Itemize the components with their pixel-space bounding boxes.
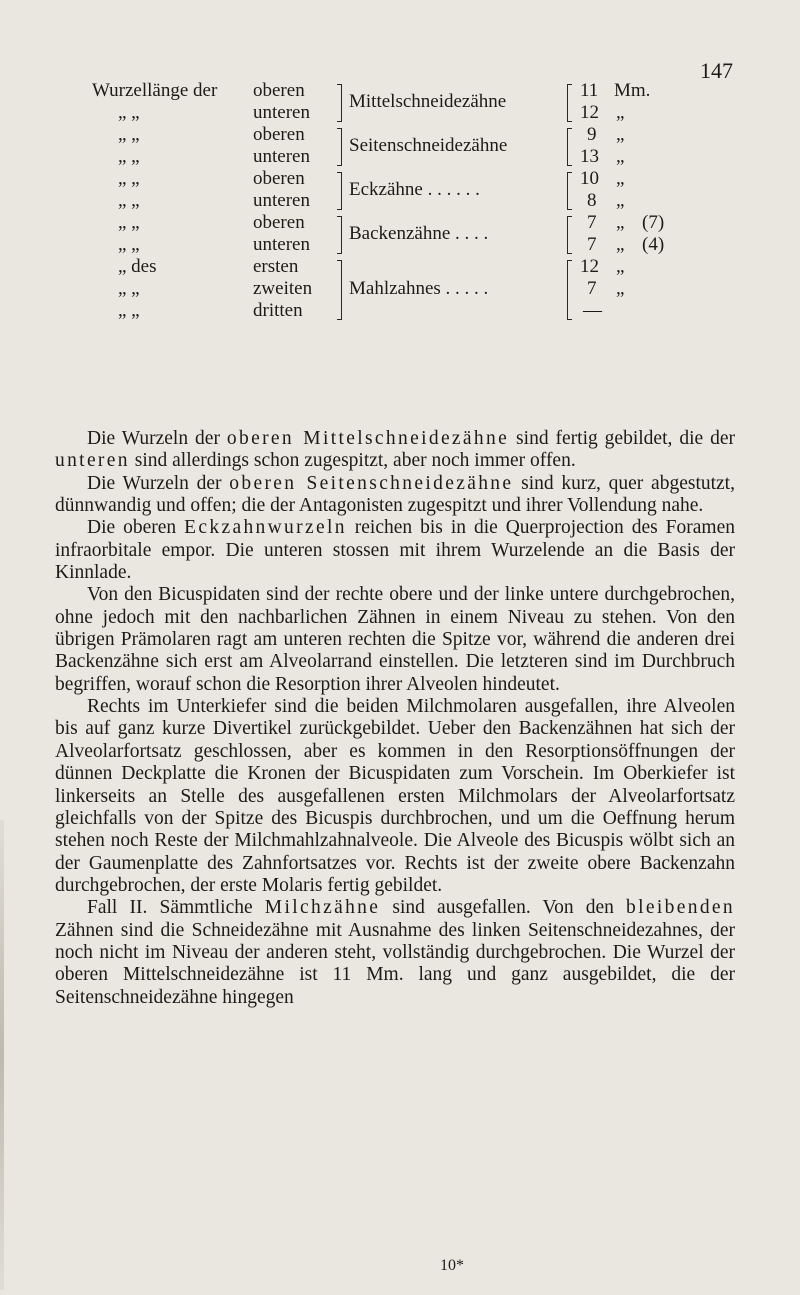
row-position: oberen <box>253 168 305 189</box>
row-lead: „ „ <box>118 212 140 233</box>
row-unit: „ <box>616 102 625 123</box>
text-run: Fall II. Sämmtliche <box>87 897 265 919</box>
row-position: unteren <box>253 234 310 255</box>
row-unit: „ <box>616 168 625 189</box>
row-lead: „ „ <box>118 124 140 145</box>
row-note: (7) <box>642 212 665 233</box>
row-lead: „ „ <box>118 234 140 255</box>
row-value: 9 <box>587 124 597 145</box>
row-unit: „ <box>616 256 625 277</box>
row-lead: „ des <box>118 256 157 277</box>
paragraph <box>55 473 735 518</box>
signature-mark: 10* <box>440 1257 464 1274</box>
row-unit: „ <box>616 146 625 167</box>
text-run: sind ausgefallen. Von den <box>380 897 627 919</box>
paragraph: Rechts im Unterkiefer sind die beiden Milchmolaren ausgefallen, ihre Alveolen bis auf ganz kurze Divertikel zurückgebildet. Ueber den Backenzähnen hat sich der Alveolarfortsatz geschlossen, aber es kommen in den Resorptionsöffnungen der dünnen Deckplatte die Kronen der Bicuspidaten zum Vorschein. Im Oberkiefer ist linkerseits an Stelle des ausgefallenen ersten Milchmolars der Alveolarfortsatz gleichfalls von der Spitze des Bicuspis durchbrochen, und um die Oeffnung herum stehen noch Reste der Milchmahlzahnalveole. Die Alveole des Bicuspis wölbt sich an der Gaumenplatte des Zahnfortsatzes vor. Rechts ist der zweite obere Backenzahn durchgebrochen, der erste Molaris fertig gebildet. <box>55 696 735 896</box>
paragraph: Von den Bicuspidaten sind der rechte obere und der linke untere durchgebrochen, ohne jedoch mit den nachbarlichen Zähnen in einem Niveau zu stehen. Von den übrigen Prämolaren ragt am unteren rechten die Spitze vor, während die anderen drei Backenzähne sich erst am Alveolarrand einstellen. Die letzteren sind im Durchbruch begriffen, worauf schon die Resorption ihrer Alveolen hindeutet. <box>55 584 735 695</box>
row-position: unteren <box>253 102 310 123</box>
row-position: dritten <box>253 300 303 321</box>
row-lead: „ „ <box>118 278 140 299</box>
row-value: 10 <box>580 168 599 189</box>
brace <box>337 128 342 166</box>
row-lead: „ „ <box>118 102 140 123</box>
root-length-table <box>0 80 800 430</box>
page-number: 147 <box>700 58 733 83</box>
row-value: 8 <box>587 190 597 211</box>
group-label: Eckzähne . . . . . . <box>349 179 480 200</box>
row-position: ersten <box>253 256 299 277</box>
text-run: sind kurz, quer abgestutzt, dünnwandig und offen; die der Antagonisten zugespitzt und ihrer Vollendung nahe. <box>55 472 735 517</box>
row-unit: „ <box>616 190 625 211</box>
row-note: (4) <box>642 234 665 255</box>
paragraph <box>55 517 735 584</box>
text-run-spaced: bleibenden <box>626 897 735 919</box>
row-value: — <box>583 300 602 321</box>
body-text <box>55 428 735 1009</box>
text-run-spaced: Milchzähne <box>264 897 381 919</box>
text-run: Die oberen <box>87 517 185 539</box>
brace <box>567 216 572 254</box>
brace <box>337 84 342 122</box>
group-label: Mahlzahnes . . . . . <box>349 278 489 299</box>
text-run: reichen bis in die Querprojection des Foramen infraorbitale empor. Die unteren stossen mit ihrem Wurzelende an die Basis der Kinnlade. <box>55 517 735 584</box>
text-run: Die Wurzeln der <box>87 472 230 494</box>
brace <box>567 128 572 166</box>
text-run-spaced: unteren <box>55 450 130 472</box>
text-run: sind fertig gebildet, die der <box>509 428 735 449</box>
row-value: 12 <box>580 102 599 123</box>
row-position: unteren <box>253 146 310 167</box>
row-value: 12 <box>580 256 599 277</box>
row-unit: „ <box>616 212 625 233</box>
row-lead: „ „ <box>118 146 140 167</box>
brace <box>567 84 572 122</box>
group-label: Seitenschneidezähne <box>349 135 508 156</box>
row-position: unteren <box>253 190 310 211</box>
text-run: sind allerdings schon zugespitzt, aber noch immer offen. <box>129 450 576 472</box>
row-position: zweiten <box>253 278 313 299</box>
row-lead: „ „ <box>118 168 140 189</box>
row-value: 11 <box>580 80 599 101</box>
page-edge-shadow <box>0 820 4 1290</box>
brace <box>567 172 572 210</box>
brace <box>337 216 342 254</box>
row-value: 7 <box>587 278 597 299</box>
brace <box>567 260 572 320</box>
paragraph <box>55 428 735 473</box>
row-value: 7 <box>587 234 597 255</box>
row-unit: Mm. <box>614 80 651 101</box>
text-run-spaced: oberen Mittelschneidezähne <box>226 428 510 449</box>
brace <box>337 260 342 320</box>
row-unit: „ <box>616 234 625 255</box>
row-unit: „ <box>616 278 625 299</box>
text-run-spaced: Eckzahnwurzeln <box>184 517 347 539</box>
row-position: oberen <box>253 80 305 101</box>
group-label: Mittelschneidezähne <box>349 91 507 112</box>
row-value: 7 <box>587 212 597 233</box>
group-label: Backenzähne . . . . <box>349 223 489 244</box>
text-run-spaced: oberen Seitenschneidezähne <box>229 472 514 494</box>
row-lead: Wurzellänge der <box>92 80 218 101</box>
row-lead: „ „ <box>118 190 140 211</box>
row-position: oberen <box>253 212 305 233</box>
row-unit: „ <box>616 124 625 145</box>
brace <box>337 172 342 210</box>
text-run: Die Wurzeln der <box>87 428 227 449</box>
paragraph <box>55 897 735 1009</box>
row-value: 13 <box>580 146 599 167</box>
row-position: oberen <box>253 124 305 145</box>
text-run: Zähnen sind die Schneidezähne mit Ausnahme des linken Seitenschneidezahnes, der noch nicht im Niveau der anderen steht, vollständig durchgebrochen. Die Wurzel der oberen Mittelschneidezähne ist 11 Mm. lang und ganz ausgebildet, die der Seitenschneidezähne hingegen <box>55 919 735 1008</box>
row-lead: „ „ <box>118 300 140 321</box>
